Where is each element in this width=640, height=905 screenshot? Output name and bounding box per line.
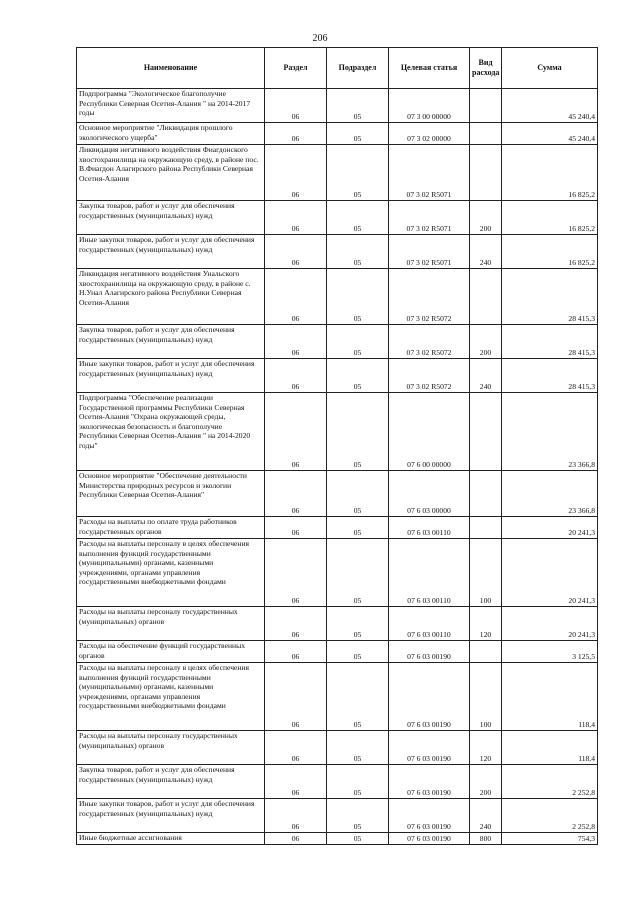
table-row: [77, 731, 598, 765]
table-row: [77, 123, 598, 145]
row-subsection: 05: [327, 359, 389, 393]
row-target: 07 6 03 00000: [389, 471, 470, 517]
row-section: 06: [265, 359, 327, 393]
row-amount: 118,4: [502, 663, 598, 731]
table-row: [77, 235, 598, 269]
table-row: [77, 393, 598, 471]
header-target: Целевая статья: [389, 48, 470, 89]
row-section: 06: [265, 607, 327, 641]
row-subsection: 05: [327, 145, 389, 201]
row-target: 07 6 03 00110: [389, 539, 470, 607]
row-target: 07 6 03 00190: [389, 799, 470, 833]
row-expense-type: [470, 123, 502, 145]
table-row: [77, 765, 598, 799]
row-expense-type: 100: [470, 539, 502, 607]
row-expense-type: [470, 471, 502, 517]
row-amount: 3 125,5: [502, 641, 598, 663]
row-name: Расходы на обеспечение функций государственных органов: [77, 641, 265, 663]
row-subsection: 05: [327, 607, 389, 641]
row-subsection: 05: [327, 765, 389, 799]
table-row: [77, 269, 598, 325]
row-name: Ликвидация негативного воздействия Фиагдонского хвостохранилища на окружающую среду, в районе пос. В.Фиагдон Алагирского района Республики Северная Осетия-Алания: [77, 145, 265, 201]
row-name: Закупка товаров, работ и услуг для обеспечения государственных (муниципальных) нужд: [77, 325, 265, 359]
row-amount: 20 241,3: [502, 517, 598, 539]
row-name: Иные закупки товаров, работ и услуг для обеспечения государственных (муниципальных) нужд: [77, 799, 265, 833]
row-name: Расходы на выплаты персоналу в целях обеспечения выполнения функций государственными (муниципальными) органами, казенными учреждениями, органами управления государственными внебюджетными фондами: [77, 663, 265, 731]
row-amount: 20 241,3: [502, 607, 598, 641]
row-expense-type: [470, 145, 502, 201]
row-expense-type: 100: [470, 663, 502, 731]
row-section: 06: [265, 269, 327, 325]
row-name: Расходы на выплаты персоналу государственных (муниципальных) органов: [77, 607, 265, 641]
row-subsection: 05: [327, 641, 389, 663]
row-target: 07 6 03 00190: [389, 765, 470, 799]
row-name: Иные бюджетные ассигнования: [77, 833, 265, 845]
row-name: Основное мероприятие "Обеспечение деятельности Министерства природных ресурсов и экологии Республики Северная Осетия-Алания": [77, 471, 265, 517]
row-expense-type: 120: [470, 731, 502, 765]
table-row: [77, 799, 598, 833]
row-subsection: 05: [327, 663, 389, 731]
row-expense-type: 120: [470, 607, 502, 641]
row-name: Основное мероприятие "Ликвидация прошлого экологического ущерба": [77, 123, 265, 145]
row-section: 06: [265, 833, 327, 845]
row-expense-type: [470, 393, 502, 471]
row-expense-type: 240: [470, 235, 502, 269]
table-row: [77, 471, 598, 517]
header-name: Наименование: [77, 48, 265, 89]
row-name: Иные закупки товаров, работ и услуг для обеспечения государственных (муниципальных) нужд: [77, 359, 265, 393]
row-amount: 28 415,3: [502, 269, 598, 325]
page-number: 206: [312, 33, 328, 44]
row-amount: 28 415,3: [502, 325, 598, 359]
row-section: 06: [265, 471, 327, 517]
row-subsection: 05: [327, 123, 389, 145]
row-amount: 45 240,4: [502, 123, 598, 145]
row-section: 06: [265, 641, 327, 663]
row-section: 06: [265, 325, 327, 359]
row-subsection: 05: [327, 325, 389, 359]
row-section: 06: [265, 393, 327, 471]
row-amount: 2 252,8: [502, 799, 598, 833]
row-name: Расходы на выплаты персоналу государственных (муниципальных) органов: [77, 731, 265, 765]
row-subsection: 05: [327, 393, 389, 471]
row-target: 07 3 02 R5072: [389, 269, 470, 325]
row-name: Ликвидация негативного воздействия Унальского хвостохранилища на окружающую среду, в районе с. Н.Унал Алагирского района Республики Северная Осетия-Алания: [77, 269, 265, 325]
row-subsection: 05: [327, 731, 389, 765]
table-row: [77, 833, 598, 845]
row-subsection: 05: [327, 517, 389, 539]
header-expense-type: Вид расхода: [470, 48, 502, 89]
row-amount: 2 252,8: [502, 765, 598, 799]
row-name: Подпрограмма "Экологическое благополучие Республики Северная Осетия-Алания " на 2014-2017 годы: [77, 89, 265, 123]
row-section: 06: [265, 765, 327, 799]
table-row: [77, 201, 598, 235]
table-row: [77, 517, 598, 539]
budget-table: [76, 47, 598, 845]
row-target: 07 3 02 R5071: [389, 145, 470, 201]
row-target: 07 6 03 00190: [389, 663, 470, 731]
row-expense-type: 800: [470, 833, 502, 845]
row-target: 07 3 02 R5072: [389, 325, 470, 359]
row-subsection: 05: [327, 89, 389, 123]
row-amount: 45 240,4: [502, 89, 598, 123]
table-row: [77, 539, 598, 607]
row-name: Закупка товаров, работ и услуг для обеспечения государственных (муниципальных) нужд: [77, 201, 265, 235]
row-section: 06: [265, 145, 327, 201]
row-amount: 20 241,3: [502, 539, 598, 607]
row-name: Подпрограмма "Обеспечение реализации Государственной программы Республики Северная Осетия-Алания "Охрана окружающей среды, экологическая безопасность и благополучие Республики Северная Осетия-Алания " на 2014-2020 годы": [77, 393, 265, 471]
row-subsection: 05: [327, 269, 389, 325]
row-name: Расходы на выплаты персоналу в целях обеспечения выполнения функций государственными (муниципальными) органами, казенными учреждениями, органами управления государственными внебюджетными фондами: [77, 539, 265, 607]
row-expense-type: 240: [470, 359, 502, 393]
row-section: 06: [265, 539, 327, 607]
table-row: [77, 359, 598, 393]
row-target: 07 6 00 00000: [389, 393, 470, 471]
row-section: 06: [265, 799, 327, 833]
row-expense-type: [470, 641, 502, 663]
row-name: Расходы на выплаты по оплате труда работников государственных органов: [77, 517, 265, 539]
table-row: [77, 607, 598, 641]
row-amount: 28 415,3: [502, 359, 598, 393]
row-expense-type: [470, 269, 502, 325]
table-row: [77, 89, 598, 123]
row-subsection: 05: [327, 235, 389, 269]
row-amount: 118,4: [502, 731, 598, 765]
row-section: 06: [265, 731, 327, 765]
row-amount: 16 825,2: [502, 201, 598, 235]
row-section: 06: [265, 663, 327, 731]
row-section: 06: [265, 517, 327, 539]
row-section: 06: [265, 235, 327, 269]
row-expense-type: 200: [470, 201, 502, 235]
row-amount: 16 825,2: [502, 145, 598, 201]
row-expense-type: 200: [470, 325, 502, 359]
row-amount: 16 825,2: [502, 235, 598, 269]
row-target: 07 6 03 00110: [389, 607, 470, 641]
row-amount: 754,3: [502, 833, 598, 845]
row-target: 07 3 00 00000: [389, 89, 470, 123]
row-section: 06: [265, 123, 327, 145]
table-row: [77, 641, 598, 663]
row-name: Иные закупки товаров, работ и услуг для обеспечения государственных (муниципальных) нужд: [77, 235, 265, 269]
table-row: [77, 325, 598, 359]
header-section: Раздел: [265, 48, 327, 89]
row-target: 07 3 02 R5071: [389, 201, 470, 235]
row-subsection: 05: [327, 799, 389, 833]
table-header-row: [77, 48, 598, 89]
row-target: 07 3 02 00000: [389, 123, 470, 145]
row-target: 07 3 02 R5071: [389, 235, 470, 269]
row-subsection: 05: [327, 471, 389, 517]
row-expense-type: 200: [470, 765, 502, 799]
row-target: 07 6 03 00110: [389, 517, 470, 539]
row-target: 07 6 03 00190: [389, 641, 470, 663]
row-section: 06: [265, 201, 327, 235]
row-subsection: 05: [327, 833, 389, 845]
table-row: [77, 663, 598, 731]
row-expense-type: [470, 89, 502, 123]
row-section: 06: [265, 89, 327, 123]
header-amount: Сумма: [502, 48, 598, 89]
row-target: 07 3 02 R5072: [389, 359, 470, 393]
row-subsection: 05: [327, 201, 389, 235]
table-body: [77, 89, 598, 845]
table-row: [77, 145, 598, 201]
row-target: 07 6 03 00190: [389, 731, 470, 765]
header-subsection: Подраздел: [327, 48, 389, 89]
row-name: Закупка товаров, работ и услуг для обеспечения государственных (муниципальных) нужд: [77, 765, 265, 799]
row-amount: 23 366,8: [502, 471, 598, 517]
row-subsection: 05: [327, 539, 389, 607]
row-amount: 23 366,8: [502, 393, 598, 471]
row-expense-type: [470, 517, 502, 539]
row-target: 07 6 03 00190: [389, 833, 470, 845]
row-expense-type: 240: [470, 799, 502, 833]
